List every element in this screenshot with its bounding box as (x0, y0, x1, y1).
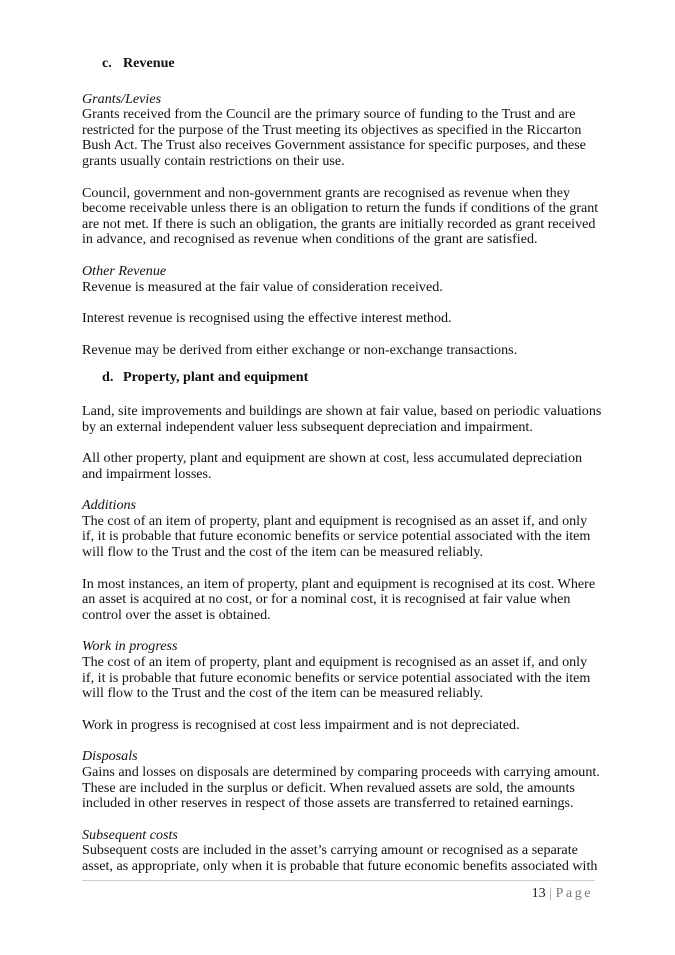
paragraph-ppe-2: All other property, plant and equipment are shown at cost, less accumulated depreciation and impairment losses. (82, 450, 583, 482)
document-page (82, 56, 602, 875)
subheading-subsequent-costs: Subsequent costs (82, 826, 178, 843)
page-number: 13 (531, 885, 546, 901)
subheading-disposals: Disposals (82, 748, 138, 765)
page-label: Page (555, 885, 593, 901)
paragraph-wip-2: Work in progress is recognised at cost less impairment and is not depreciated. (82, 716, 520, 733)
paragraph-grants-2: Council, government and non-government grants are recognised as revenue when they become receivable unless there is an obligation to return the funds if conditions of the grant are not met. If there is such an obligation, the grants are initially recorded as grant received in advance, and recognised as revenue when conditions of the grant are satisfied. (82, 184, 599, 248)
page-footer (532, 886, 593, 902)
section-heading-ppe (82, 370, 602, 386)
section-title: Property, plant and equipment (123, 369, 309, 386)
paragraph-grants-1: Grants received from the Council are the primary source of funding to the Trust and are restricted for the purpose of the Trust meeting its objectives as specified in the Riccarton Bush Act. The Trust also receives Government assistance for specific purposes, and these grants usually contain restrictions on their use. (82, 106, 586, 169)
paragraph-additions-1: The cost of an item of property, plant and equipment is recognised as an asset if, and only if, it is probable that future economic benefits or service potential associated with the item will flow to the Trust and the cost of the item can be measured reliably. (82, 512, 591, 561)
subheading-additions: Additions (82, 497, 137, 514)
section-letter: c. (102, 55, 112, 71)
paragraph-other-1: Revenue is measured at the fair value of consideration received. (82, 278, 443, 295)
footer-separator: | (549, 885, 553, 901)
paragraph-ppe-1: Land, site improvements and buildings are shown at fair value, based on periodic valuations by an external independent valuer less subsequent depreciation and impairment. (82, 402, 602, 435)
paragraph-additions-2: In most instances, an item of property, plant and equipment is recognised at its cost. Where an asset is acquired at no cost, or for a nominal cost, it is recognised at fair value when control over the asset is obtained. (82, 575, 596, 623)
footer-divider (82, 880, 595, 881)
paragraph-wip-1: The cost of an item of property, plant and equipment is recognised as an asset if, and only if, it is probable that future economic benefits or service potential associated with the item will flow to the Trust and the cost of the item can be measured reliably. (82, 654, 591, 702)
paragraph-disposals-1: Gains and losses on disposals are determined by comparing proceeds with carrying amount. These are included in the surplus or deficit. When revalued assets are sold, the amounts included in other reserves in respect of those assets are transferred to retained earnings. (82, 764, 600, 812)
subheading-other-revenue: Other Revenue (82, 262, 167, 279)
section-letter: d. (102, 369, 114, 386)
section-title: Revenue (123, 55, 175, 71)
paragraph-other-2: Interest revenue is recognised using the effective interest method. (82, 310, 452, 327)
subheading-grants-levies: Grants/Levies (82, 90, 162, 107)
section-heading-revenue (82, 56, 602, 72)
paragraph-subsequent-1: Subsequent costs are included in the asset’s carrying amount or recognised as a separate asset, as appropriate, only when it is probable that future economic benefits associated with (82, 842, 598, 874)
paragraph-other-3: Revenue may be derived from either exchange or non-exchange transactions. (82, 341, 518, 358)
subheading-work-in-progress: Work in progress (82, 638, 178, 655)
